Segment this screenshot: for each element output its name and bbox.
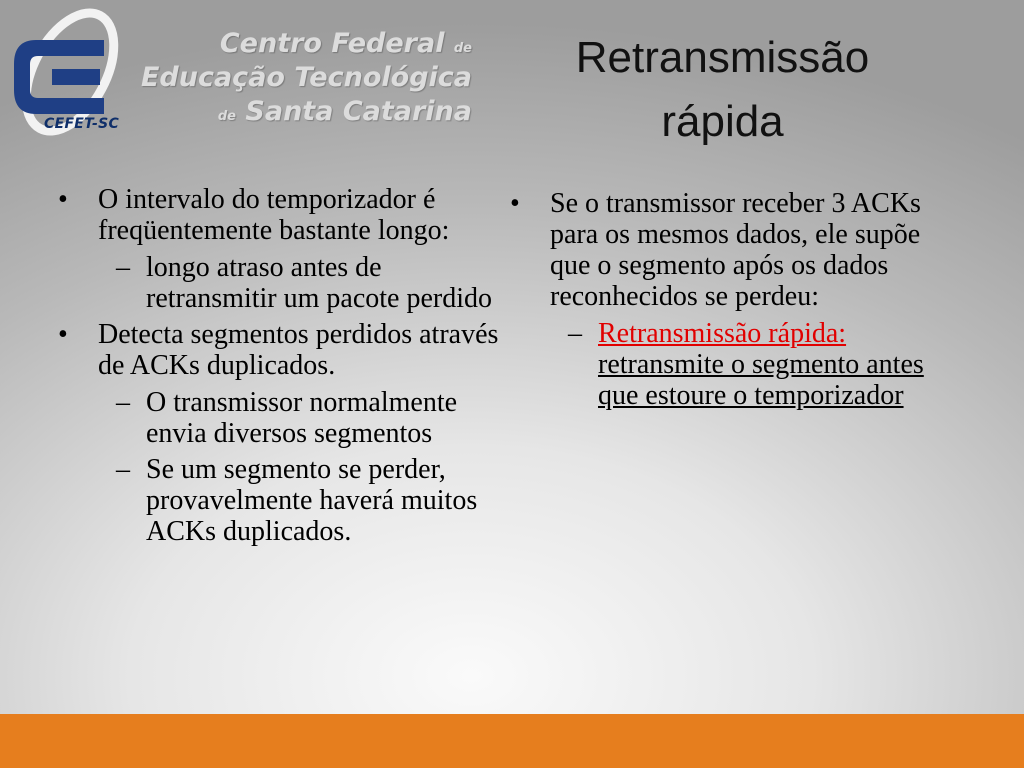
bullet-mark: • (58, 184, 68, 215)
dash-mark: – (116, 252, 130, 283)
bullet-mark: • (58, 319, 68, 350)
bullet-text: Se o transmissor receber 3 ACKs para os mesmos dados, ele supõe que o segmento após os dados reconhecidos se perdeu: (550, 188, 921, 312)
sub-item-text: longo atraso antes de retransmitir um pacote perdido (146, 252, 492, 314)
bullet-text: Detecta segmentos perdidos através de ACKs duplicados. (98, 319, 499, 381)
sub-list-item (58, 454, 518, 547)
sub-list-item (58, 252, 518, 314)
dash-mark: – (116, 454, 130, 485)
slide-title (520, 26, 925, 154)
sub-item-text: O transmissor normalmente envia diversos segmentos (146, 387, 458, 449)
institution-line-3: de Santa Catarina (217, 96, 472, 127)
logo-caption: CEFET-SC (44, 116, 120, 132)
dash-mark: – (116, 387, 130, 418)
underlined-text: retransmite o segmento antes que estoure o temporizador (598, 349, 924, 411)
slide-title-line-1: Retransmissão (575, 33, 870, 82)
institution-name (140, 28, 480, 128)
dash-mark: – (568, 318, 582, 349)
list-item (510, 188, 925, 312)
institution-line-2: Educação Tecnológica (140, 62, 472, 93)
sub-list-item (58, 387, 518, 449)
sub-list-item (510, 318, 925, 411)
highlight-text: Retransmissão rápida: (598, 318, 847, 349)
bullet-text: O intervalo do temporizador é freqüentemente bastante longo: (98, 184, 450, 246)
left-column (58, 184, 518, 552)
bullet-mark: • (510, 188, 520, 219)
sub-item-text: Se um segmento se perder, provavelmente haverá muitos ACKs duplicados. (146, 454, 478, 547)
institution-line-1: Centro Federal de (219, 28, 472, 59)
list-item (58, 184, 518, 246)
slide-title-line-2: rápida (661, 97, 784, 146)
footer-bar (0, 714, 1024, 768)
right-column (510, 188, 925, 416)
list-item (58, 319, 518, 381)
